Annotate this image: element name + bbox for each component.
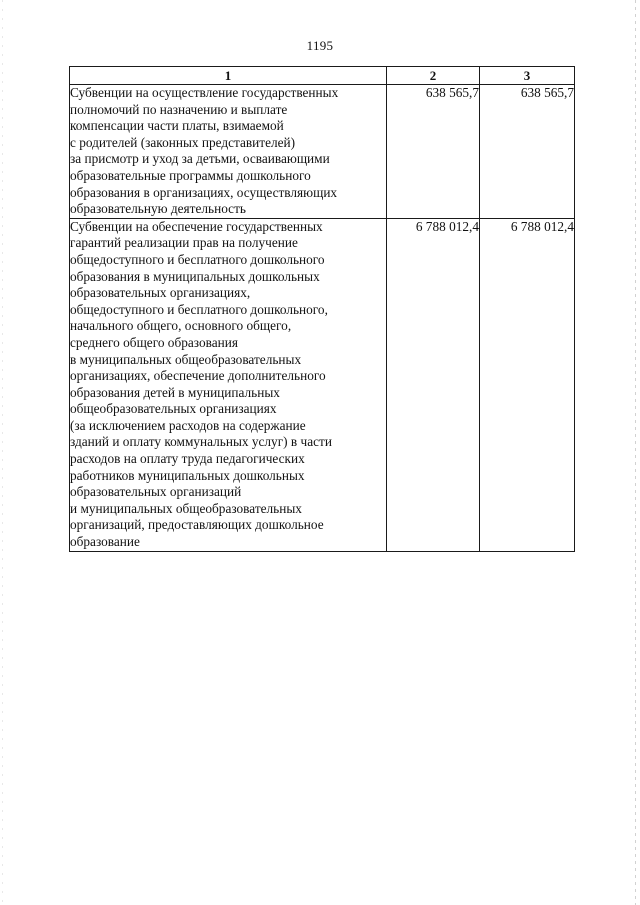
row-1-col-2-amount: 638 565,7 (387, 85, 480, 219)
description-line: начального общего, основного общего, (70, 318, 292, 334)
row-1-col-3-amount: 638 565,7 (480, 85, 575, 219)
scan-edge-left (2, 0, 3, 905)
description-line: расходов на оплату труда педагогических (70, 451, 305, 467)
description-line: образования в муниципальных дошкольных (70, 268, 320, 284)
description-line: образовательную деятельность (70, 201, 246, 217)
description-line: гарантий реализации прав на получение (70, 235, 298, 251)
table-header-row (70, 67, 575, 85)
description-line: Субвенции на осуществление государственных (70, 85, 339, 100)
scan-edge-right (635, 0, 636, 905)
description-line: с родителей (законных представителей) (70, 134, 296, 150)
description-line: компенсации части платы, взимаемой (70, 118, 284, 134)
row-2-description (70, 218, 387, 551)
description-line: (за исключением расходов на содержание (70, 417, 306, 433)
row-2-col-2-amount: 6 788 012,4 (387, 218, 480, 551)
description-line: образовательных организаций (70, 484, 242, 500)
description-line: общедоступного и бесплатного дошкольного (70, 251, 325, 267)
description-line: образовательных организациях, (70, 285, 251, 301)
description-line: организациях, обеспечение дополнительного (70, 368, 326, 384)
description-line: полномочий по назначению и выплате (70, 101, 288, 117)
description-line: организаций, предоставляющих дошкольное (70, 517, 324, 533)
row-1-description (70, 85, 387, 219)
description-line: в муниципальных общеобразовательных (70, 351, 302, 367)
header-col-2: 2 (387, 67, 480, 85)
header-col-1: 1 (70, 67, 387, 85)
description-line: за присмотр и уход за детьми, осваивающими (70, 151, 330, 167)
row-2-col-3-amount: 6 788 012,4 (480, 218, 575, 551)
description-line: образовательные программы дошкольного (70, 167, 311, 183)
header-col-3: 3 (480, 67, 575, 85)
page-number: 1195 (306, 38, 334, 53)
description-line: зданий и оплату коммунальных услуг) в части (70, 434, 332, 450)
description-line: общедоступного и бесплатного дошкольного, (70, 301, 328, 317)
description-line: работников муниципальных дошкольных (70, 467, 305, 483)
table-row (70, 85, 575, 219)
budget-table (69, 66, 575, 552)
table-row (70, 218, 575, 551)
description-line: общеобразовательных организациях (70, 401, 277, 417)
description-line: образования в организациях, осуществляющих (70, 184, 338, 200)
description-line: образование (70, 534, 140, 550)
description-line: образования детей в муниципальных (70, 384, 280, 400)
description-line: Субвенции на обеспечение государственных (70, 218, 323, 234)
description-line: и муниципальных общеобразовательных (70, 500, 302, 516)
description-line: среднего общего образования (70, 334, 238, 350)
